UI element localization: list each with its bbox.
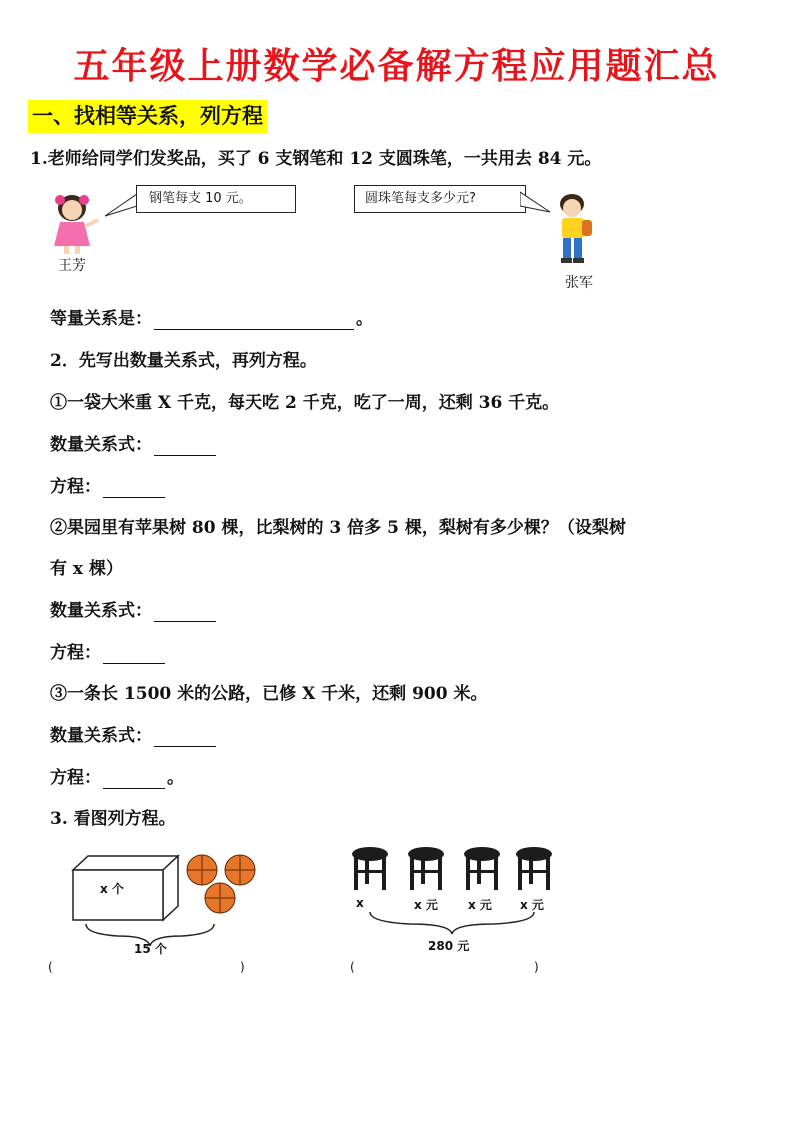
question-2-1-equation: [50, 476, 167, 498]
answer-paren-open-right: (: [350, 960, 355, 974]
equation-blank[interactable]: [103, 770, 165, 789]
question-3-heading: 3. 看图列方程。: [50, 809, 176, 829]
question-1-text: 1.老师给同学们发奖品，买了 6 支钢笔和 12 支圆珠笔，一共用去 84 元。: [30, 149, 602, 169]
boy-name: 张军: [565, 275, 593, 291]
total-left: 15 个: [134, 942, 167, 956]
relation-blank[interactable]: [154, 603, 216, 622]
relation-line: [50, 308, 373, 330]
equation-label: 方程：: [50, 643, 101, 663]
relation-blank[interactable]: [154, 311, 354, 330]
answer-paren-close-left: ): [240, 960, 245, 974]
question-2-1-text: ①一袋大米重 X 千克，每天吃 2 千克，吃了一周，还剩 36 千克。: [50, 393, 560, 413]
girl-figure-icon: [46, 190, 102, 256]
question-2-2-text: ②果园里有苹果树 80 棵，比梨树的 3 倍多 5 棵，梨树有多少棵？（设梨树: [50, 518, 626, 538]
stool-label-4: x 元: [520, 898, 544, 912]
answer-paren-close-right: ): [534, 960, 539, 974]
equation-label: 方程：: [50, 477, 101, 497]
boy-figure-icon: [550, 190, 600, 268]
speech-bubble-left: 钢笔每支 10 元。: [136, 185, 296, 213]
relation-blank[interactable]: [154, 728, 216, 747]
question-2-2-equation: [50, 642, 167, 664]
relation-end: 。: [356, 309, 373, 329]
stool-label-2: x 元: [414, 898, 438, 912]
box-label: x 个: [100, 882, 124, 896]
answer-space-right[interactable]: [358, 966, 528, 978]
stool-label-1: x: [356, 896, 364, 910]
relation-blank[interactable]: [154, 437, 216, 456]
question-2-3-text: ③一条长 1500 米的公路，已修 X 千米，还剩 900 米。: [50, 684, 488, 704]
speech-bubble-right: 圆珠笔每支多少元?: [354, 185, 526, 213]
speech-bubble-tail-right: [520, 188, 554, 218]
equation-blank[interactable]: [103, 645, 165, 664]
question-2-2-relation: [50, 600, 218, 622]
section-heading: 一、找相等关系，列方程: [28, 100, 267, 133]
equation-end: 。: [167, 768, 184, 788]
basketballs-icon: [184, 852, 264, 918]
total-right: 280 元: [428, 939, 470, 953]
equation-label: 方程：: [50, 768, 101, 788]
question-2-3-equation: [50, 767, 184, 789]
answer-paren-open-left: (: [48, 960, 53, 974]
answer-space-left[interactable]: [56, 966, 234, 978]
relation-label: 数量关系式：: [50, 435, 152, 455]
question-2-heading: 2．先写出数量关系式，再列方程。: [50, 351, 317, 371]
question-2-1-relation: [50, 434, 218, 456]
stool-label-3: x 元: [468, 898, 492, 912]
equation-blank[interactable]: [103, 479, 165, 498]
page-title: 五年级上册数学必备解方程应用题汇总: [73, 46, 720, 87]
girl-name: 王芳: [58, 258, 86, 274]
relation-label: 数量关系式：: [50, 601, 152, 621]
relation-label: 数量关系式：: [50, 726, 152, 746]
relation-label: 等量关系是：: [50, 309, 152, 329]
question-2-3-relation: [50, 725, 218, 747]
question-2-2-text-cont: 有 x 棵）: [50, 559, 123, 579]
stools-diagram: [340, 842, 560, 938]
